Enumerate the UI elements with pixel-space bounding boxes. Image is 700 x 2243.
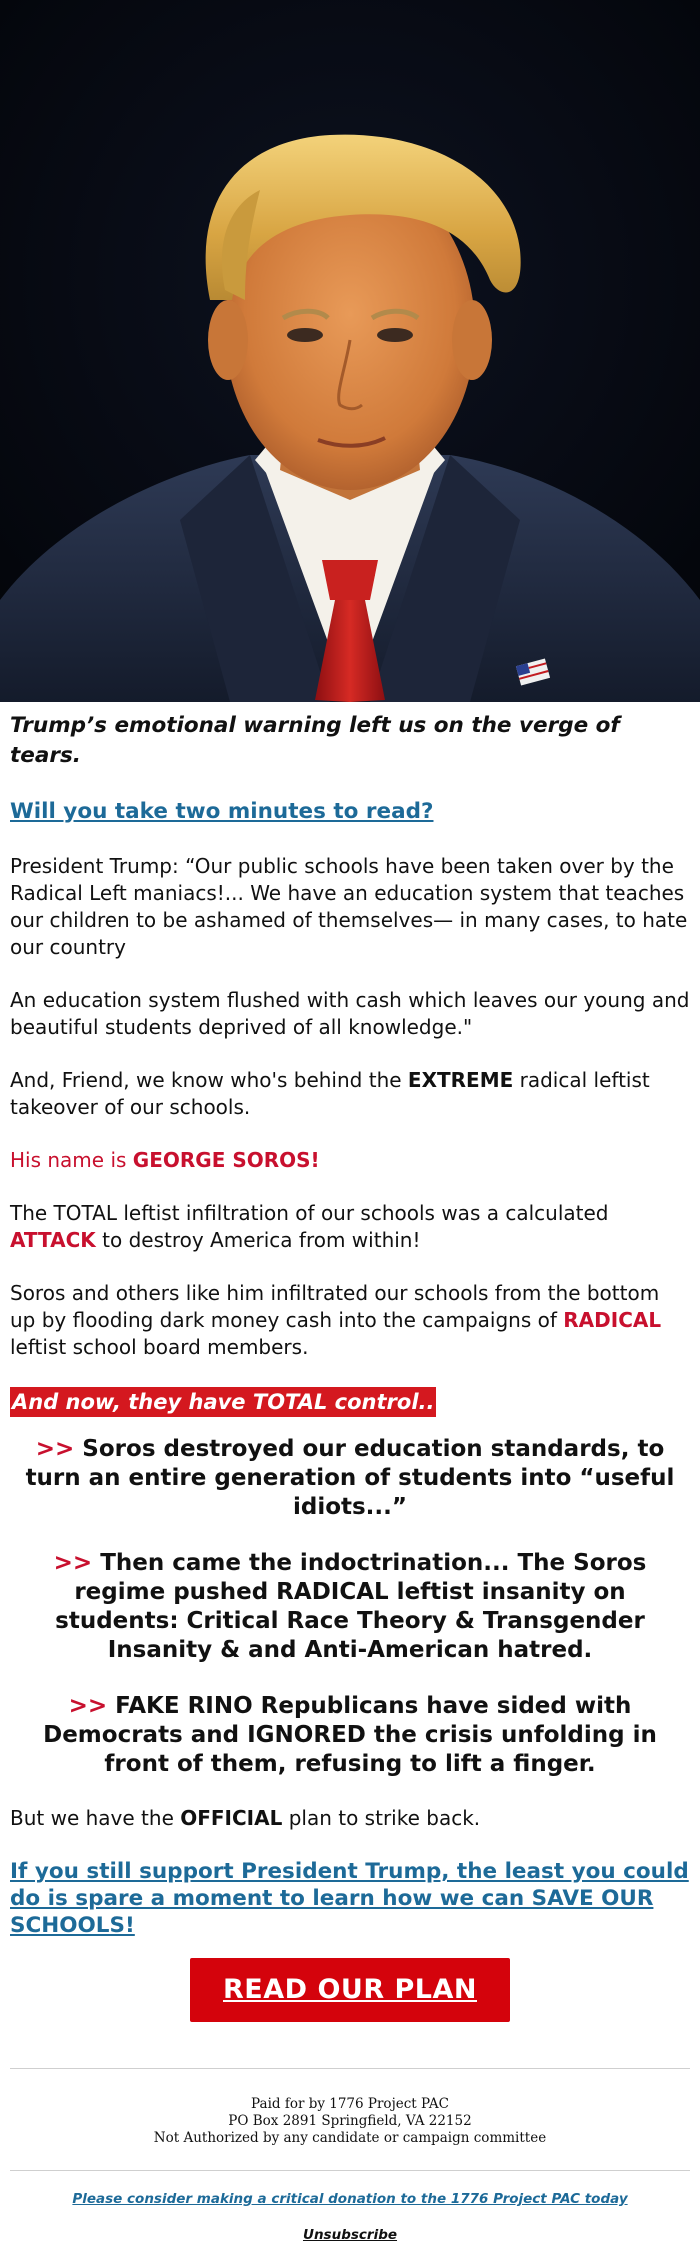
attack-text: The TOTAL leftist infiltration of our schools was a calculated <box>10 1201 609 1225</box>
infiltrated-text-end: leftist school board members. <box>10 1335 309 1359</box>
read-our-plan-button[interactable]: READ OUR PLAN <box>190 1958 510 2022</box>
official-bold: OFFICIAL <box>180 1806 283 1830</box>
divider-bottom <box>10 2170 690 2171</box>
behind-text: And, Friend, we know who's behind the <box>10 1068 408 1092</box>
bullet-text: Then came the indoctrination... The Soros regime pushed RADICAL leftist insanity on students: Critical Race Theory & Transgender Insanity & and Anti-American hatred. <box>55 1550 647 1663</box>
official-text-end: plan to strike back. <box>282 1806 481 1830</box>
infiltrated-paragraph <box>10 1280 690 1361</box>
attack-text-end: to destroy America from within! <box>95 1228 421 1252</box>
quote-paragraph-2: An education system flushed with cash which leaves our young and beautiful students deprived of all knowledge." <box>10 988 690 1039</box>
disclaimer-line-3: Not Authorized by any candidate or campaign committee <box>153 2130 547 2146</box>
bullet-indoctrination <box>10 1549 690 1665</box>
behind-paragraph <box>10 1067 690 1121</box>
behind-text-end: radical leftist takeover of our schools. <box>10 1068 650 1119</box>
bullet-rino <box>10 1692 690 1779</box>
message-content <box>0 711 700 2022</box>
bullet-arrow: >> <box>68 1693 108 1719</box>
total-control-banner: And now, they have TOTAL control.. <box>10 1387 436 1417</box>
save-schools-link[interactable]: If you still support President Trump, the least you could do is spare a moment to learn how we can SAVE OUR SCHOOLS! <box>10 1859 689 1938</box>
name-line-bold: GEORGE SOROS! <box>132 1148 320 1172</box>
headline: Trump’s emotional warning left us on the verge of tears. <box>10 713 620 768</box>
bullet-standards <box>10 1435 690 1522</box>
bullet-text: Soros destroyed our education standards, to turn an entire generation of students into “useful idiots...” <box>25 1436 675 1520</box>
button-row <box>10 1958 690 2022</box>
disclaimer-line-2: PO Box 2891 Springfield, VA 22152 <box>228 2113 472 2129</box>
official-text: But we have the <box>10 1806 181 1830</box>
donate-link[interactable]: Please consider making a critical donation to the 1776 Project PAC today <box>72 2191 628 2207</box>
infiltrated-bold: RADICAL <box>563 1308 662 1332</box>
name-line-text: His name is <box>10 1148 133 1172</box>
unsubscribe-link[interactable]: Unsubscribe <box>302 2227 398 2243</box>
bullet-arrow: >> <box>53 1550 93 1576</box>
divider-top <box>10 2068 690 2069</box>
infiltrated-text: Soros and others like him infiltrated our schools from the bottom up by flooding dark money cash into the campaigns of <box>10 1281 660 1332</box>
quote-paragraph-1: President Trump: “Our public schools have been taken over by the Radical Left maniacs!... We have an education system that teaches our children to be ashamed of themselves— in many cases, to hate our country <box>10 854 688 959</box>
name-line <box>10 1147 690 1174</box>
portrait-photo <box>0 0 700 702</box>
official-plan-paragraph <box>10 1805 690 1832</box>
bullet-arrow: >> <box>35 1436 75 1462</box>
attack-paragraph <box>10 1200 690 1254</box>
attack-bold: ATTACK <box>10 1228 96 1252</box>
two-minutes-link[interactable]: Will you take two minutes to read? <box>10 799 434 824</box>
hero-image <box>0 0 700 702</box>
paid-for-disclaimer <box>0 2096 700 2147</box>
behind-bold: EXTREME <box>407 1068 514 1092</box>
disclaimer-line-1: Paid for by 1776 Project PAC <box>251 2096 449 2112</box>
bullet-text: FAKE RINO Republicans have sided with Democrats and IGNORED the crisis unfolding in front of them, refusing to lift a finger. <box>43 1693 657 1777</box>
